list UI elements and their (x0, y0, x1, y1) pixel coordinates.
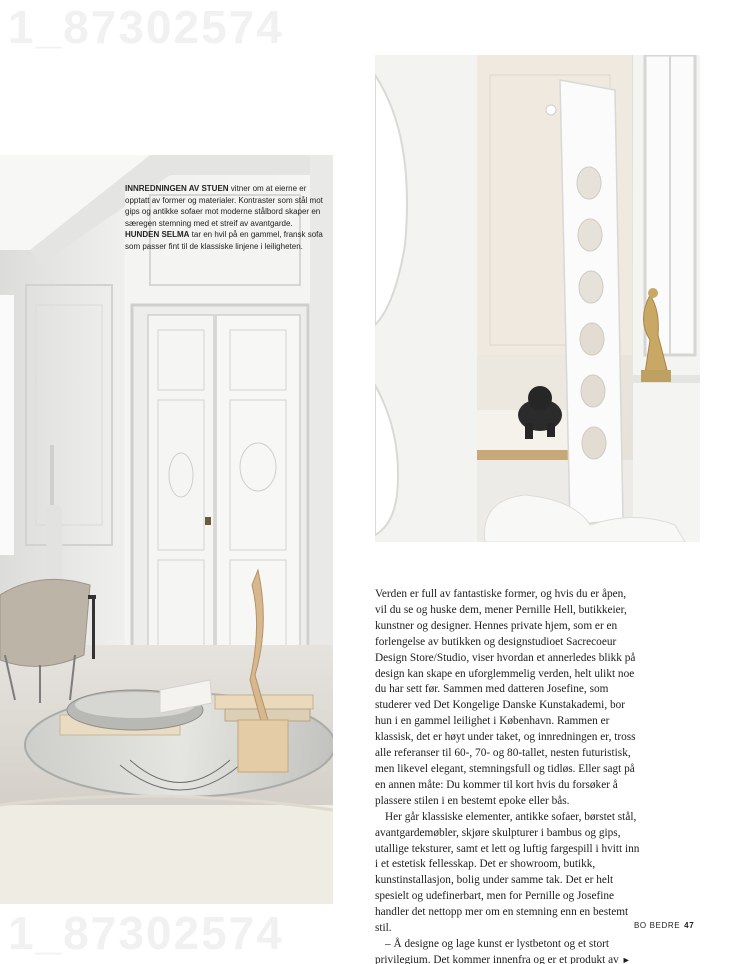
dog-sofa-illustration (375, 55, 700, 542)
living-room-illustration (0, 155, 333, 904)
article-paragraph-1: Verden er full av fantastiske former, og hvis du er åpen, vil du se og huske dem, mener Pernille Hell, butikkeier, kunstner og designer. Hennes private hjem, som er en forlengelse av butikken og designstudioet Sacrecoeur Design Store/Studio, viser hvordan et annerledes blikk på design kan skape en uforglemmelig verden, helt ulikt noe du har sett før. Sammen med datteren Josefine, som studerer ved Det Kongelige Danske Kunstakademi, bor hun i en gammel leilighet i København. Rammen er klassisk, det er høyt under taket, og innredningen er, tross alle referanser til 60-, 70- og 80-tallet, nesten futuristisk, men likevel elegant, stemningsfull og tidløs. Eller sagt på en annen måte: Du kommer til kort hvis du forsøker å plassere stilen i en bestemt epoke eller bås. (375, 588, 636, 807)
caption-text-1: vitner om at eierne er opptatt av former og materialer. Kontraster som stål mot gips og antikke sofaer mot moderne stålbord skaper en særegen stemning med et streif av avantgarde. (125, 184, 323, 228)
article-paragraph-2: Her går klassiske elementer, antikke sofaer, børstet stål, avantgardemøbler, skjøre skulpturer i bambus og gips, utallige teksturer, samt et lett og luftig fargespill i hvitt inn i et estetisk fellesskap. Det er showroom, butikk, kunstinstallasjon, bolig under samme tak. Det er helt spesielt og udefinerbart, men for Pernille og Josefine handler det nettopp mer om en stemning enn en bestemt stil. (375, 810, 640, 935)
continue-arrow-icon: ► (621, 954, 631, 964)
article-body (375, 587, 640, 964)
magazine-name: BO BEDRE (634, 921, 681, 930)
page-folio (634, 921, 694, 930)
page-number: 47 (684, 921, 695, 930)
article-paragraph-3 (375, 937, 640, 964)
caption-lead: INNREDNINGEN AV STUEN (125, 184, 229, 193)
living-room-photo (0, 155, 333, 904)
caption-text-2: tar en hvil på en gammel, fransk sofa som passer fint til de klassiske linjene i leiligheten. (125, 230, 323, 251)
article-paragraph-3-text: – Å designe og lage kunst er lystbetont og et stort privilegium. Det kommer innenfra og er et produkt av (375, 937, 619, 964)
photo-caption (125, 183, 323, 252)
watermark-top: 1_87302574 (8, 1, 284, 53)
caption-lead-2: HUNDEN SELMA (125, 230, 190, 239)
watermark-bottom: 1_87302574 (8, 907, 284, 959)
dog-sofa-photo (375, 55, 700, 542)
